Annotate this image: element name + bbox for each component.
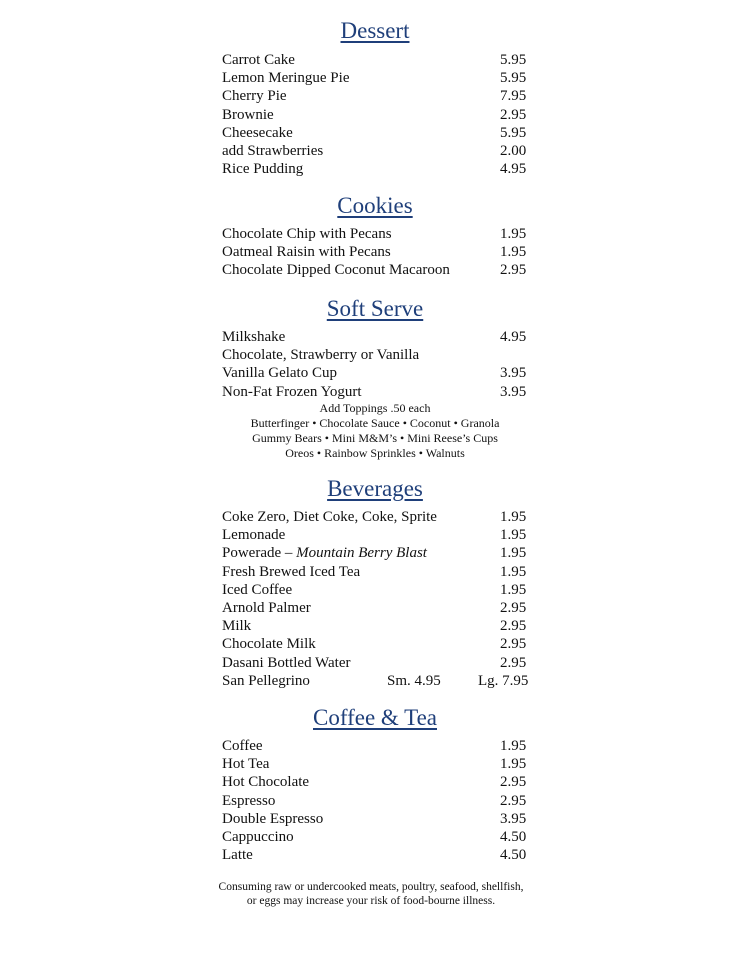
list-pellegrino (222, 672, 542, 690)
notice-line: Consuming raw or undercooked meats, poultry, seafood, shellfish, (218, 881, 524, 893)
item-name: Double Espresso (222, 810, 324, 827)
item-name: Hot Chocolate (222, 774, 310, 791)
item-price: 2.95 (500, 599, 527, 616)
item-name: Hot Tea (222, 756, 270, 773)
menu-item (222, 383, 542, 401)
item-price: 4.95 (500, 161, 527, 178)
item-price: 3.95 (500, 810, 527, 827)
item-price: 1.95 (500, 738, 527, 754)
item-name: Chocolate Chip with Pecans (222, 226, 392, 242)
heading-coffee-tea: Coffee & Tea (313, 705, 437, 730)
item-price: 1.95 (500, 509, 527, 525)
menu-item (222, 261, 542, 279)
item-name: Cherry Pie (222, 88, 287, 105)
item-price: 2.95 (500, 618, 527, 635)
menu-item (222, 106, 542, 124)
menu-item (222, 672, 542, 690)
item-price: 5.95 (500, 52, 527, 68)
item-name: Rice Pudding (222, 161, 304, 178)
menu-item (222, 69, 542, 87)
list-coffee-tea (222, 737, 542, 864)
menu-item (222, 526, 542, 544)
item-name: Dasani Bottled Water (222, 654, 351, 671)
item-name: Lemon Meringue Pie (222, 70, 350, 87)
item-name: Brownie (222, 106, 274, 123)
list-beverages (222, 508, 542, 672)
menu-item (222, 328, 542, 346)
item-price: 4.95 (500, 329, 527, 345)
item-price: 4.50 (500, 828, 527, 845)
item-name: Lemonade (222, 527, 286, 544)
item-name: Milk (222, 618, 252, 635)
menu-item (222, 792, 542, 810)
item-name: San Pellegrino (222, 673, 310, 689)
item-name: Chocolate Milk (222, 636, 316, 653)
item-price: 5.95 (500, 70, 527, 87)
item-price: 1.95 (500, 226, 527, 242)
menu-item (222, 346, 542, 364)
list-dessert (222, 51, 542, 178)
menu-item (222, 828, 542, 846)
menu-item (222, 563, 542, 581)
menu-item (222, 635, 542, 653)
heading-cookies: Cookies (337, 193, 413, 218)
item-name: Espresso (222, 792, 276, 809)
menu-item (222, 508, 542, 526)
item-price-small: Sm. 4.95 (387, 673, 441, 689)
item-price: 2.95 (500, 792, 527, 809)
menu-item (222, 124, 542, 142)
item-price: 7.95 (500, 88, 527, 105)
menu-item (222, 87, 542, 105)
item-price: 4.50 (500, 847, 527, 864)
heading-beverages: Beverages (327, 476, 423, 501)
menu-item (222, 544, 542, 562)
item-name: Chocolate, Strawberry or Vanilla (222, 347, 420, 364)
item-name: Coffee (222, 738, 263, 754)
menu-item (222, 599, 542, 617)
item-name: Iced Coffee (222, 581, 293, 598)
list-cookies (222, 225, 542, 280)
notice-line: or eggs may increase your risk of food-bourne illness. (246, 895, 496, 907)
item-price: 2.95 (500, 636, 527, 653)
item-name: Arnold Palmer (222, 599, 311, 616)
menu-item (222, 225, 542, 243)
item-name: Fresh Brewed Iced Tea (222, 563, 361, 580)
item-price: 2.95 (500, 106, 527, 123)
menu-item (222, 142, 542, 160)
item-name: add Strawberries (222, 142, 324, 159)
menu-item (222, 755, 542, 773)
heading-soft-serve: Soft Serve (326, 296, 424, 321)
item-name: Latte (222, 847, 253, 864)
item-flavor: Mountain Berry Blast (296, 545, 427, 562)
item-price: 3.95 (500, 383, 527, 400)
item-price: 2.95 (500, 774, 527, 791)
item-price: 5.95 (500, 124, 527, 141)
item-name: Cheesecake (222, 124, 293, 141)
list-soft-serve (222, 328, 542, 401)
item-name: Milkshake (222, 329, 286, 345)
toppings-line: Butterfinger • Chocolate Sauce • Coconut • Granola (250, 416, 500, 430)
item-name: Oatmeal Raisin with Pecans (222, 244, 391, 261)
menu-item (222, 810, 542, 828)
food-safety-notice (0, 880, 742, 908)
item-name: Powerade – (222, 545, 297, 562)
menu-item (222, 773, 542, 791)
toppings-line: Add Toppings .50 each (319, 401, 431, 415)
heading-dessert: Dessert (340, 18, 410, 43)
item-price: 3.95 (500, 365, 527, 382)
menu-item (222, 654, 542, 672)
item-price: 1.95 (500, 581, 527, 598)
item-price: 2.00 (500, 142, 527, 159)
menu-item (222, 243, 542, 261)
item-price: 1.95 (500, 563, 527, 580)
menu-item (222, 581, 542, 599)
menu-item (222, 846, 542, 864)
item-name: Vanilla Gelato Cup (222, 365, 337, 382)
item-price: 1.95 (500, 545, 527, 562)
item-name: Non-Fat Frozen Yogurt (222, 383, 362, 400)
menu-item (222, 364, 542, 382)
item-price-large: Lg. 7.95 (478, 673, 529, 689)
item-name: Chocolate Dipped Coconut Macaroon (222, 262, 450, 279)
menu-item (222, 51, 542, 69)
item-price: 1.95 (500, 244, 527, 261)
menu-item (222, 737, 542, 755)
item-name: Carrot Cake (222, 52, 295, 68)
toppings-line: Gummy Bears • Mini M&M’s • Mini Reese’s Cups (252, 431, 498, 445)
item-price: 2.95 (500, 262, 527, 279)
menu-item (222, 617, 542, 635)
item-name: Cappuccino (222, 828, 294, 845)
menu-item (222, 160, 542, 178)
item-price: 1.95 (500, 756, 527, 773)
item-price: 1.95 (500, 527, 527, 544)
item-price: 2.95 (500, 654, 527, 671)
toppings-line: Oreos • Rainbow Sprinkles • Walnuts (285, 446, 465, 460)
item-name: Coke Zero, Diet Coke, Coke, Sprite (222, 509, 437, 525)
